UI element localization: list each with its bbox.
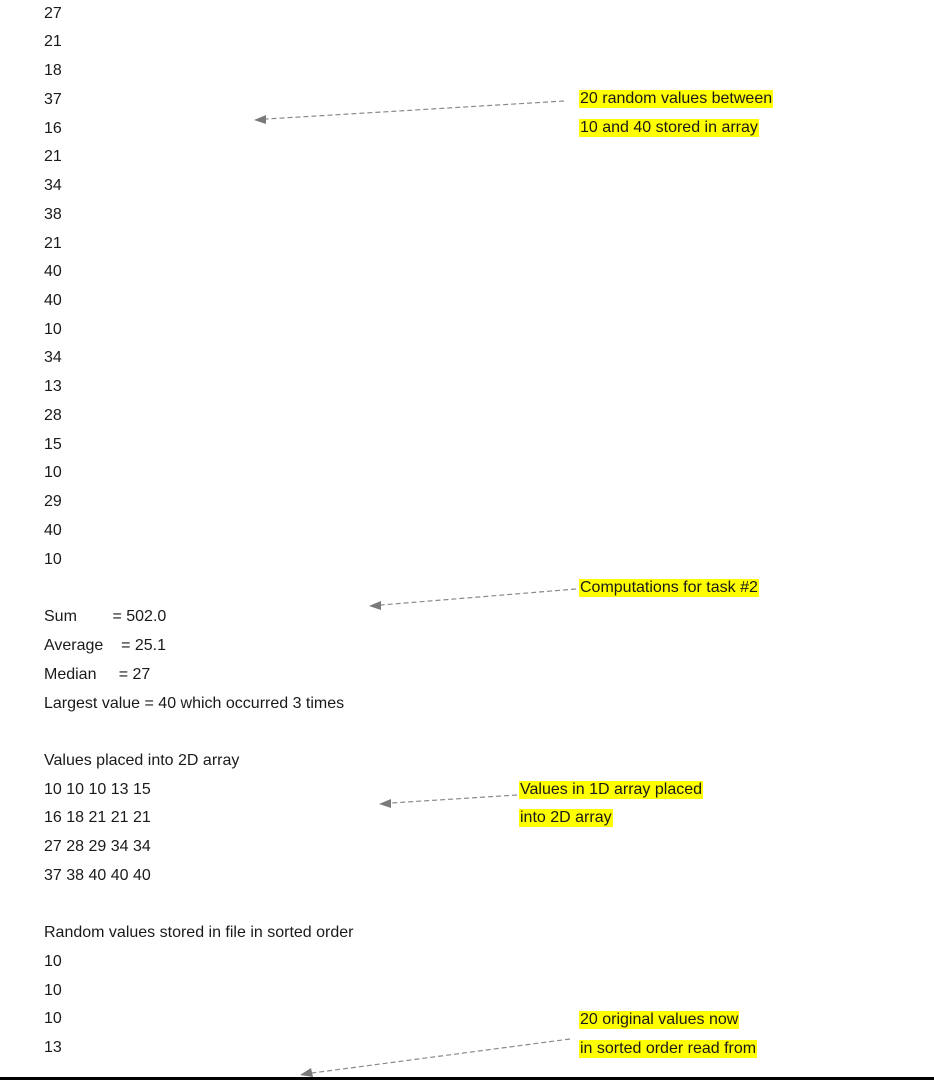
array2d-row: 27 28 29 34 34 [44, 838, 151, 855]
annotation-random-values: 10 and 40 stored in array [580, 119, 758, 136]
sorted-value: 10 [44, 1010, 62, 1027]
annotation-2d-array: into 2D array [520, 809, 612, 826]
array2d-row: 16 18 21 21 21 [44, 809, 151, 826]
arrow-sorted [300, 1039, 570, 1077]
random-value: 40 [44, 292, 62, 309]
largest-value-line: Largest value = 40 which occurred 3 times [44, 695, 345, 712]
sorted-heading: Random values stored in file in sorted order [44, 924, 354, 941]
annotation-task2: Computations for task #2 [580, 579, 758, 596]
random-value: 28 [44, 407, 62, 424]
array2d-row: 37 38 40 40 40 [44, 867, 151, 884]
sum-line: Sum = 502.0 [44, 608, 167, 625]
sorted-value: 10 [44, 953, 62, 970]
annotation-2d-array: Values in 1D array placed [520, 781, 703, 798]
annotation-sorted: 20 original values now [580, 1011, 739, 1028]
arrow-random-values [254, 101, 564, 124]
random-value: 21 [44, 33, 62, 50]
sorted-value: 10 [44, 982, 62, 999]
median-line: Median = 27 [44, 666, 151, 683]
random-value: 38 [44, 206, 62, 223]
random-value: 21 [44, 235, 62, 252]
average-line: Average = 25.1 [44, 637, 167, 654]
random-value: 34 [44, 349, 62, 366]
random-value: 13 [44, 378, 62, 395]
random-value: 40 [44, 522, 62, 539]
annotation-random-values: 20 random values between [580, 90, 773, 107]
random-value: 37 [44, 91, 62, 108]
random-value: 27 [44, 5, 62, 22]
random-value: 16 [44, 120, 62, 137]
random-value: 21 [44, 148, 62, 165]
random-value: 15 [44, 436, 62, 453]
annotation-sorted: in sorted order read from [580, 1040, 757, 1057]
random-value: 10 [44, 464, 62, 481]
random-value: 34 [44, 177, 62, 194]
random-value: 10 [44, 321, 62, 338]
random-value: 29 [44, 493, 62, 510]
random-value: 10 [44, 551, 62, 568]
random-value: 40 [44, 263, 62, 280]
random-value: 18 [44, 62, 62, 79]
arrow-task2 [369, 589, 576, 610]
sorted-value: 13 [44, 1039, 62, 1056]
arrow-2d-array [379, 795, 517, 808]
array2d-heading: Values placed into 2D array [44, 752, 240, 769]
array2d-row: 10 10 10 13 15 [44, 781, 151, 798]
